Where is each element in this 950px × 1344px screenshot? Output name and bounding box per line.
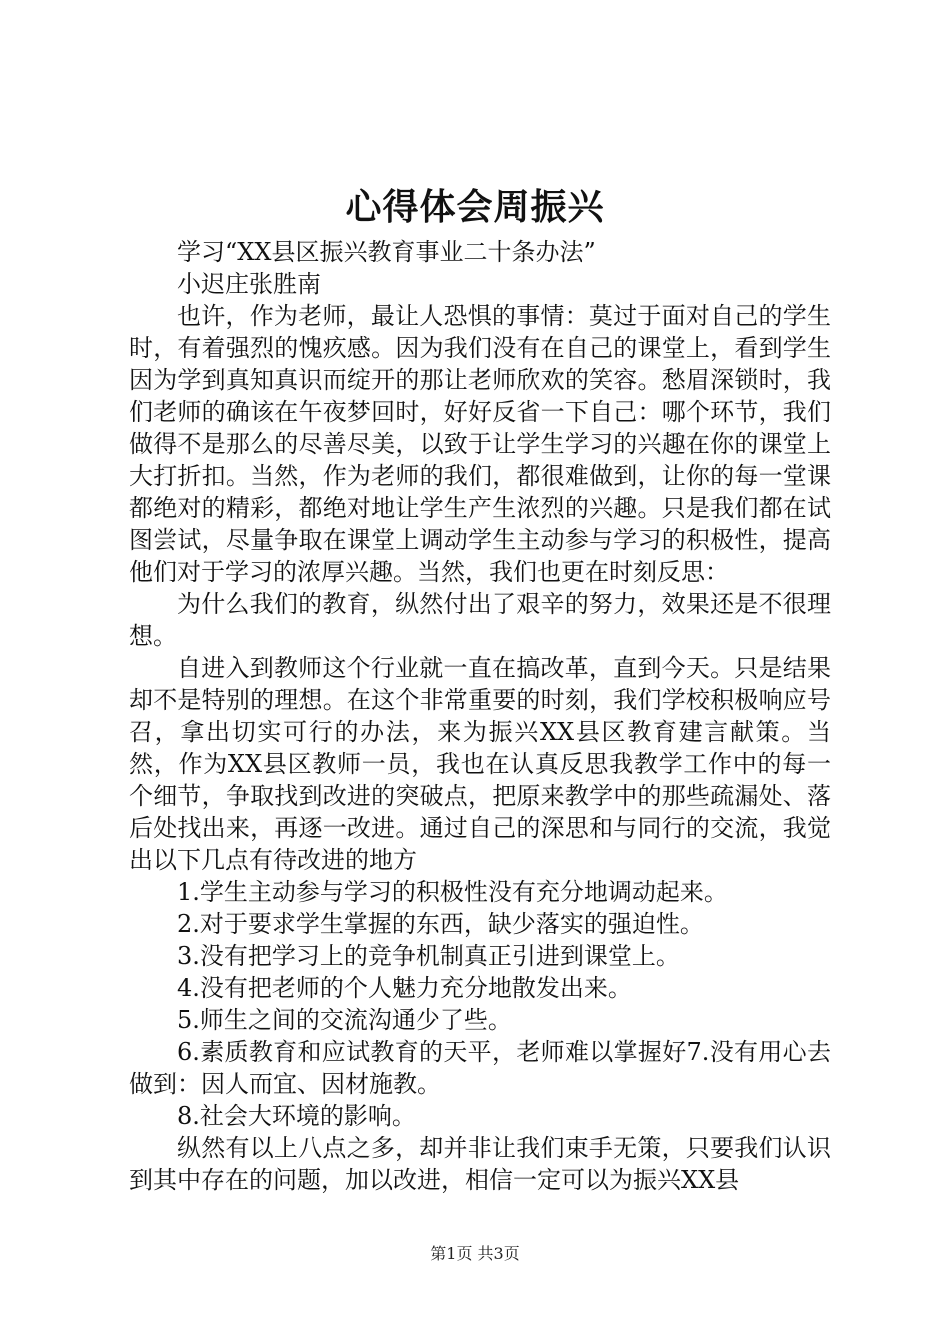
paragraph: 也许，作为老师，最让人恐惧的事情：莫过于面对自己的学生时，有着强烈的愧疚感。因为我们没有在自己的课堂上，看到学生因为学到真知真识而绽开的那让老师欣欢的笑容。愁眉深锁时，我们老师的确该在午夜梦回时，好好反省一下自己：哪个环节，我们做得不是那么的尽善尽美，以致于让学生学习的兴趣在你的课堂上大打折扣。当然，作为老师的我们，都很难做到，让你的每一堂课都绝对的精彩，都绝对地让学生产生浓烈的兴趣。只是我们都在试图尝试，尽量争取在课堂上调动学生主动参与学习的积极性，提高他们对于学习的浓厚兴趣。当然，我们也更在时刻反思： bbox=[129, 302, 831, 586]
paragraph: 自进入到教师这个行业就一直在搞改革，直到今天。只是结果却不是特别的理想。在这个非常重要的时刻，我们学校积极响应号召，拿出切实可行的办法，来为振兴XX县区教育建言献策。当然，作为XX县区教师一员，我也在认真反思我教学工作中的每一个细节，争取找到改进的突破点，把原来教学中的那些疏漏处、落后处找出来，再逐一改进。通过自己的深思和与同行的交流，我觉出以下几点有待改进的地方 bbox=[129, 654, 831, 874]
page-footer: 第1页 共3页 bbox=[430, 1244, 520, 1263]
document-body bbox=[129, 236, 831, 1196]
list-item: 5.师生之间的交流沟通少了些。 bbox=[177, 1006, 512, 1034]
list-item: 3.没有把学习上的竞争机制真正引进到课堂上。 bbox=[177, 942, 680, 970]
paragraph: 为什么我们的教育，纵然付出了艰辛的努力，效果还是不很理想。 bbox=[129, 590, 831, 650]
list-item: 6.素质教育和应试教育的天平，老师难以掌握好7.没有用心去做到：因人而宜、因材施教。 bbox=[129, 1038, 831, 1098]
paragraph: 纵然有以上八点之多，却并非让我们束手无策，只要我们认识到其中存在的问题，加以改进，相信一定可以为振兴XX县 bbox=[129, 1134, 831, 1194]
list-item: 4.没有把老师的个人魅力充分地散发出来。 bbox=[177, 974, 632, 1002]
paragraph-subtitle: 学习“XX县区振兴教育事业二十条办法” bbox=[177, 238, 596, 266]
list-item: 1.学生主动参与学习的积极性没有充分地调动起来。 bbox=[177, 878, 728, 906]
paragraph-author: 小迟庄张胜南 bbox=[177, 270, 321, 298]
list-item: 8.社会大环境的影响。 bbox=[177, 1102, 416, 1130]
list-item: 2.对于要求学生掌握的东西，缺少落实的强迫性。 bbox=[177, 910, 704, 938]
document-title: 心得体会周振兴 bbox=[345, 187, 605, 228]
